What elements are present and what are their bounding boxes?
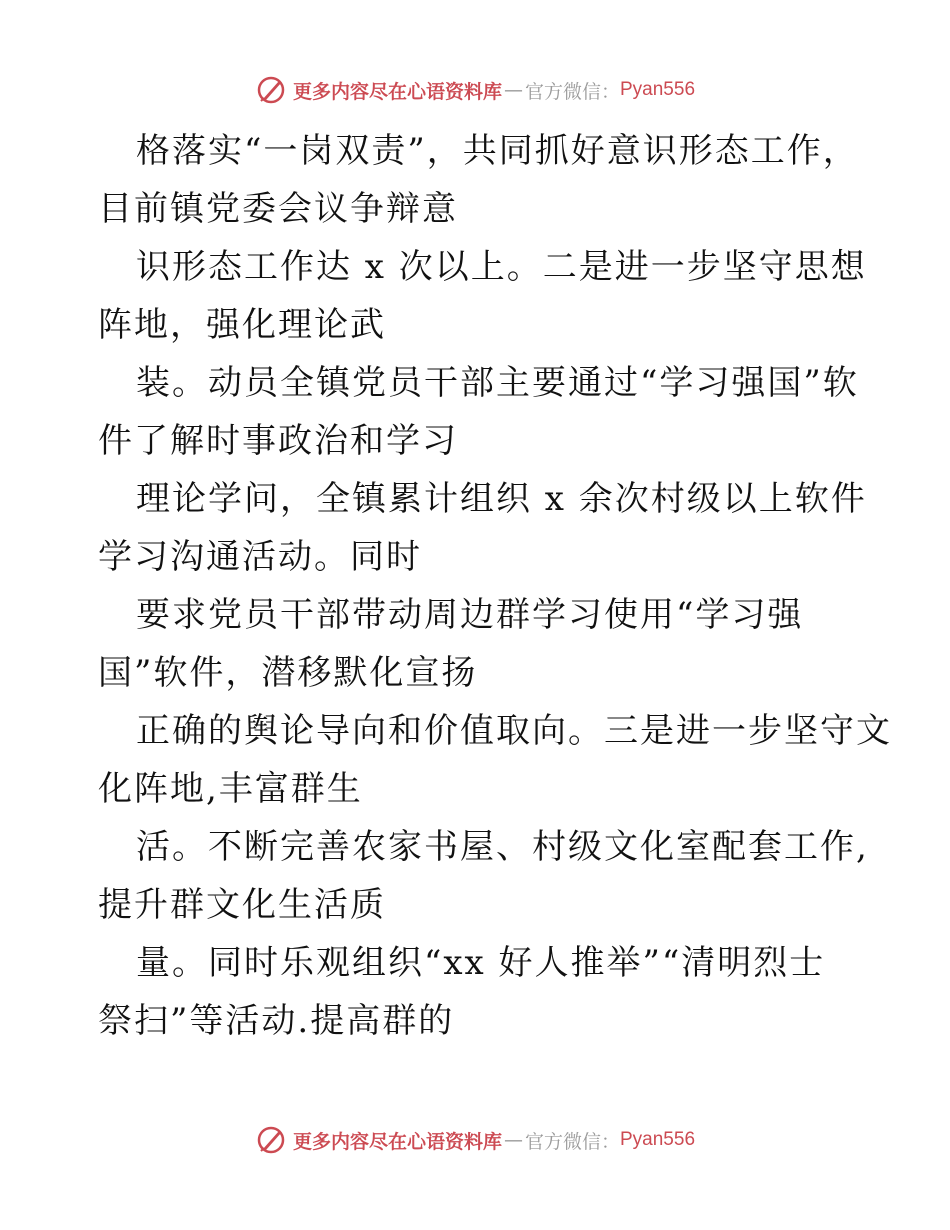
body-line: 要求党员干部带动周边群学习使用“学习强	[136, 595, 804, 635]
body-line: 理论学问，全镇累计组织 x 余次村级以上软件	[136, 479, 867, 519]
body-line: 化阵地,丰富群生	[98, 769, 363, 809]
body-line: 目前镇党委会议争辩意	[98, 189, 458, 229]
body-line: 格落实“一岗双责”，共同抓好意识形态工作，	[136, 131, 859, 171]
body-line: 祭扫”等活动.提高群的	[98, 1001, 455, 1041]
document-body	[98, 122, 892, 1050]
body-line: 量。同时乐观组织“xx 好人推举”“清明烈士	[136, 943, 826, 983]
banner-dash: —	[503, 79, 523, 101]
body-line: 国”软件，潜移默化宣扬	[98, 653, 478, 693]
body-line: 件了解时事政治和学习	[98, 421, 458, 461]
banner-wechat-label: 官方微信：	[524, 80, 620, 103]
banner-text: 更多内容尽在心语资料库	[292, 1130, 502, 1153]
banner-wechat-id: Pyan556	[620, 1129, 696, 1150]
banner-wechat-id: Pyan556	[620, 79, 696, 100]
body-line: 活。不断完善农家书屋、村级文化室配套工作,	[136, 827, 869, 867]
body-line: 学习沟通活动。同时	[98, 537, 422, 577]
header-banner	[0, 70, 950, 110]
banner-text: 更多内容尽在心语资料库	[292, 80, 502, 103]
body-line: 提升群文化生活质	[98, 885, 386, 925]
banner-dash: —	[503, 1129, 523, 1151]
body-line: 正确的舆论导向和价值取向。三是进一步坚守文	[136, 711, 892, 751]
body-line: 识形态工作达 x 次以上。二是进一步坚守思想	[136, 247, 867, 287]
quill-seal-icon	[255, 74, 287, 106]
quill-seal-icon	[255, 1124, 287, 1156]
footer-banner	[0, 1120, 950, 1160]
body-line: 装。动员全镇党员干部主要通过“学习强国”软	[136, 363, 859, 403]
banner-wechat-label: 官方微信：	[524, 1130, 620, 1153]
body-line: 阵地，强化理论武	[98, 305, 386, 345]
